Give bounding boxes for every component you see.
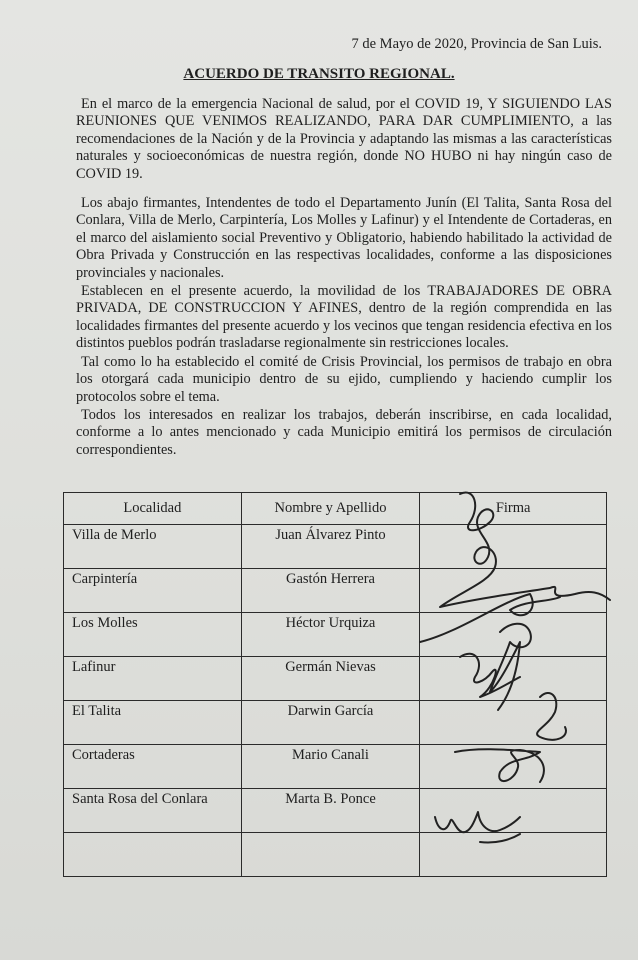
cell-firma — [420, 833, 607, 877]
document-body — [76, 96, 612, 460]
cell-nombre: Gastón Herrera — [241, 569, 420, 613]
table-header-row — [64, 493, 607, 525]
date-line: 7 de Mayo de 2020, Provincia de San Luis. — [351, 36, 602, 52]
cell-localidad: Lafinur — [64, 657, 242, 701]
table-row — [64, 701, 607, 745]
table-row — [64, 745, 607, 789]
cell-firma — [420, 657, 607, 701]
cell-nombre — [241, 833, 420, 877]
cell-nombre: Darwin García — [241, 701, 420, 745]
cell-firma — [420, 789, 607, 833]
cell-localidad: Los Molles — [64, 613, 242, 657]
table-row — [64, 569, 607, 613]
header-localidad: Localidad — [64, 493, 242, 525]
paragraph-agreement: Establecen en el presente acuerdo, la movilidad de los TRABAJADORES DE OBRA PRIVADA, DE CONSTRUCCION Y AFINES, dentro de la región comprendida en las localidades firmantes del presente acuerdo y los vecinos que tengan residencia efectiva en los distintos pueblos podrán trasladarse regionalmente sin restricciones locales. — [76, 283, 613, 352]
paragraph-permits: Tal como lo ha establecido el comité de Crisis Provincial, los permisos de trabajo en obra los otorgará cada municipio dentro de su ejido, cumpliendo y haciendo cumplir los protocolos sobre el tema. — [76, 353, 612, 405]
signatures-table — [63, 492, 607, 877]
cell-localidad: Cortaderas — [64, 745, 242, 789]
table-row — [64, 525, 607, 569]
document-title: ACUERDO DE TRANSITO REGIONAL. — [183, 66, 455, 82]
table-row — [64, 613, 607, 657]
table-row — [64, 657, 607, 701]
cell-nombre: Juan Álvarez Pinto — [241, 525, 420, 569]
cell-firma — [420, 613, 607, 657]
cell-nombre: Marta B. Ponce — [241, 789, 420, 833]
paragraph-registration: Todos los interesados en realizar los trabajos, deberán inscribirse, en cada localidad, conforme a lo antes mencionado y cada Municipio emitirá los permisos de circulación correspondientes. — [76, 406, 612, 458]
cell-nombre: Germán Nievas — [241, 657, 420, 701]
cell-localidad — [64, 833, 242, 877]
paragraph-signatories: Los abajo firmantes, Intendentes de todo el Departamento Junín (El Talita, Santa Rosa del Conlara, Villa de Merlo, Carpintería, Los Molles y Lafinur) y el Intendente de Cortaderas, en el marco del aislamiento social Preventivo y Obligatorio, habiendo habilitado la actividad de Obra Privada y Construcción en las respectivas localidades, conforme a las disposiciones provinciales y nacionales. — [76, 195, 612, 281]
cell-firma — [420, 745, 607, 789]
header-firma: Firma — [420, 493, 607, 525]
cell-firma — [420, 701, 607, 745]
cell-localidad: Carpintería — [64, 569, 242, 613]
table-row — [64, 789, 607, 833]
cell-nombre: Héctor Urquiza — [241, 613, 420, 657]
paragraph-intro: En el marco de la emergencia Nacional de salud, por el COVID 19, Y SIGUIENDO LAS REUNIONES QUE VENIMOS REALIZANDO, PARA DAR CUMPLIMIENTO, a las recomendaciones de la Nación y de la Provincia y adaptando las mismas a las características naturales y socioeconómicas de nuestra región, donde NO HUBO ni hay ningún caso de COVID 19. — [76, 96, 612, 182]
cell-nombre: Mario Canali — [241, 745, 420, 789]
cell-firma — [420, 569, 607, 613]
cell-localidad: Villa de Merlo — [64, 525, 242, 569]
cell-localidad: El Talita — [64, 701, 242, 745]
table-row — [64, 833, 607, 877]
cell-firma — [420, 525, 607, 569]
header-nombre: Nombre y Apellido — [241, 493, 420, 525]
cell-localidad: Santa Rosa del Conlara — [64, 789, 242, 833]
